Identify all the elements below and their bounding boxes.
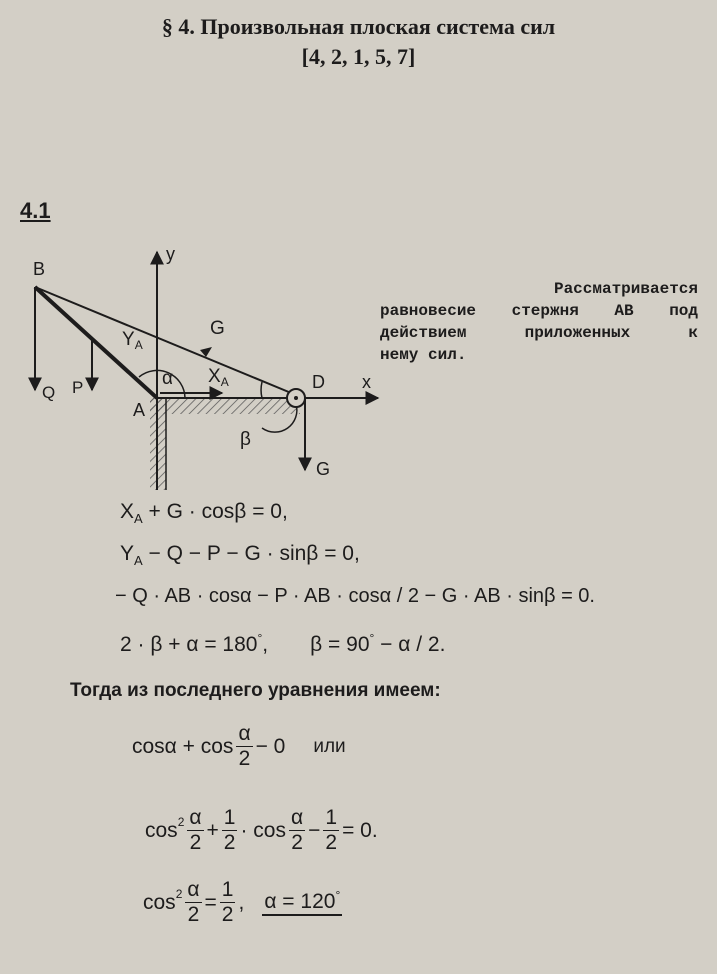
equation-4: 2 · β + α = 180°, β = 90° − α / 2.	[120, 631, 446, 656]
label-ya: $Y_A$	[122, 329, 143, 352]
equation-3: − Q · AB · cosα − P · AB · cosα / 2 − G · AB · sinβ = 0.	[115, 585, 595, 607]
then-text: Тогда из последнего уравнения имеем:	[70, 680, 441, 701]
pulley-center	[294, 396, 298, 400]
label-g-lower: G	[316, 459, 331, 479]
problem-number: 4.1	[20, 198, 51, 223]
formula-cos-sum: cosα + cos $\frac{\alpha}{2}$ − 0 или	[132, 722, 346, 770]
label-a: A	[133, 400, 146, 420]
label-b: B	[33, 259, 46, 279]
description-line-2: равновесие стержня AB под	[380, 302, 698, 320]
description-line-4: нему сил.	[380, 346, 467, 364]
problem-description	[380, 278, 698, 366]
equation-1: $X_A + G \cdot \cos\beta = 0$,	[120, 500, 288, 526]
formula-quadratic: cos 2 $\frac{\alpha}{2}$ + $\frac{1}{2}$ · cos $\frac{\alpha}{2}$ − $\frac{1}{2}$ = 0.	[145, 806, 378, 854]
label-q: Q	[42, 383, 56, 402]
angle-d-arc	[261, 382, 262, 398]
answer-alpha: α = 120°	[262, 890, 342, 916]
description-line-1: Рассматривается	[553, 280, 698, 298]
label-g-upper: G	[210, 318, 225, 339]
label-alpha: α	[162, 368, 173, 389]
label-y: y	[166, 244, 175, 264]
label-d: D	[312, 372, 325, 392]
equation-2: $Y_A - Q - P - G \cdot \sin\beta = 0$,	[120, 542, 360, 568]
description-line-3: действием приложенных к	[380, 324, 698, 342]
label-xa: $X_A$	[208, 366, 229, 389]
label-beta: β	[240, 429, 251, 450]
section-references: [4, 2, 1, 5, 7]	[301, 44, 416, 69]
label-x: x	[362, 372, 371, 392]
label-p: P	[72, 378, 84, 397]
floor-horizontal-hatch	[150, 398, 300, 414]
section-title: § 4. Произвольная плоская система сил	[161, 14, 556, 39]
formula-result: cos 2 $\frac{\alpha}{2}$ = $\frac{1}{2}$ , α = 120°	[143, 878, 341, 926]
